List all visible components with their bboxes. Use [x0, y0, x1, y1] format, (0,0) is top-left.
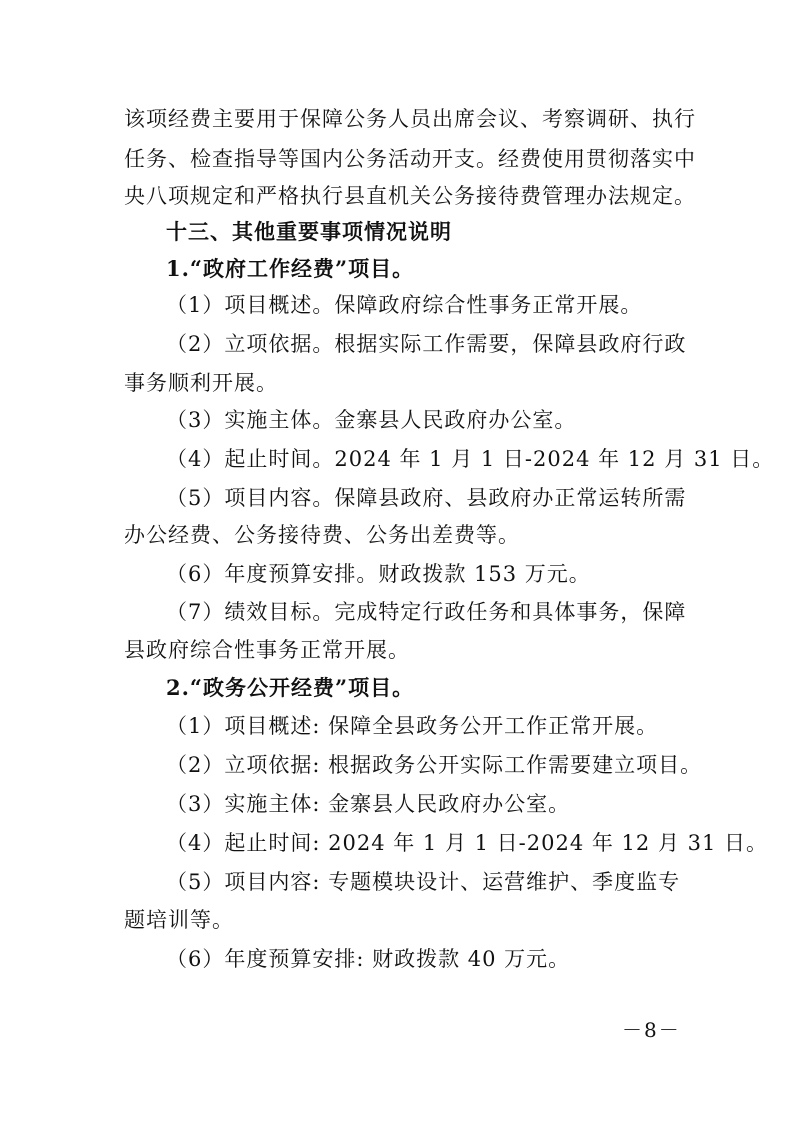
list-item: （7）绩效目标。完成特定行政任务和具体事务，保障: [166, 600, 687, 624]
project-heading: 1.“政府工作经费”项目。: [166, 256, 415, 281]
list-item: （5）项目内容。保障县政府、县政府办正常运转所需: [166, 486, 687, 510]
list-item: （5）项目内容: 专题模块设计、运营维护、季度监专: [166, 870, 681, 894]
list-item: （3）实施主体。金寨县人民政府办公室。: [166, 408, 577, 432]
body-text-line: 央八项规定和严格执行县直机关公务接待费管理办法规定。: [124, 184, 696, 208]
list-item-continuation: 县政府综合性事务正常开展。: [124, 638, 410, 662]
list-item-continuation: 办公经费、公务接待费、公务出差费等。: [124, 523, 520, 547]
section-heading: 十三、其他重要事项情况说明: [166, 219, 452, 244]
list-item: （4）起止时间。2024 年 1 月 1 日-2024 年 12 月 31 日。: [166, 447, 775, 471]
list-item: （1）项目概述: 保障全县政务公开工作正常开展。: [166, 714, 659, 738]
list-item: （6）年度预算安排: 财政拨款 40 万元。: [166, 947, 571, 971]
project-heading: 2.“政务公开经费”项目。: [166, 675, 415, 700]
list-item: （2）立项依据。根据实际工作需要，保障县政府行政: [166, 332, 687, 356]
list-item: （6）年度预算安排。财政拨款 153 万元。: [166, 562, 591, 586]
body-text-line: 任务、检查指导等国内公务活动开支。经费使用贯彻落实中: [124, 147, 696, 171]
list-item: （2）立项依据: 根据政务公开实际工作需要建立项目。: [166, 753, 703, 777]
list-item: （3）实施主体: 金寨县人民政府办公室。: [166, 792, 571, 816]
page-number: －8－: [622, 1018, 681, 1042]
body-text-line: 该项经费主要用于保障公务人员出席会议、考察调研、执行: [124, 107, 696, 131]
list-item-continuation: 题培训等。: [124, 908, 234, 932]
list-item-continuation: 事务顺利开展。: [124, 371, 278, 395]
list-item: （1）项目概述。保障政府综合性事务正常开展。: [166, 293, 643, 317]
list-item: （4）起止时间: 2024 年 1 月 1 日-2024 年 12 月 31 日。: [166, 831, 769, 855]
